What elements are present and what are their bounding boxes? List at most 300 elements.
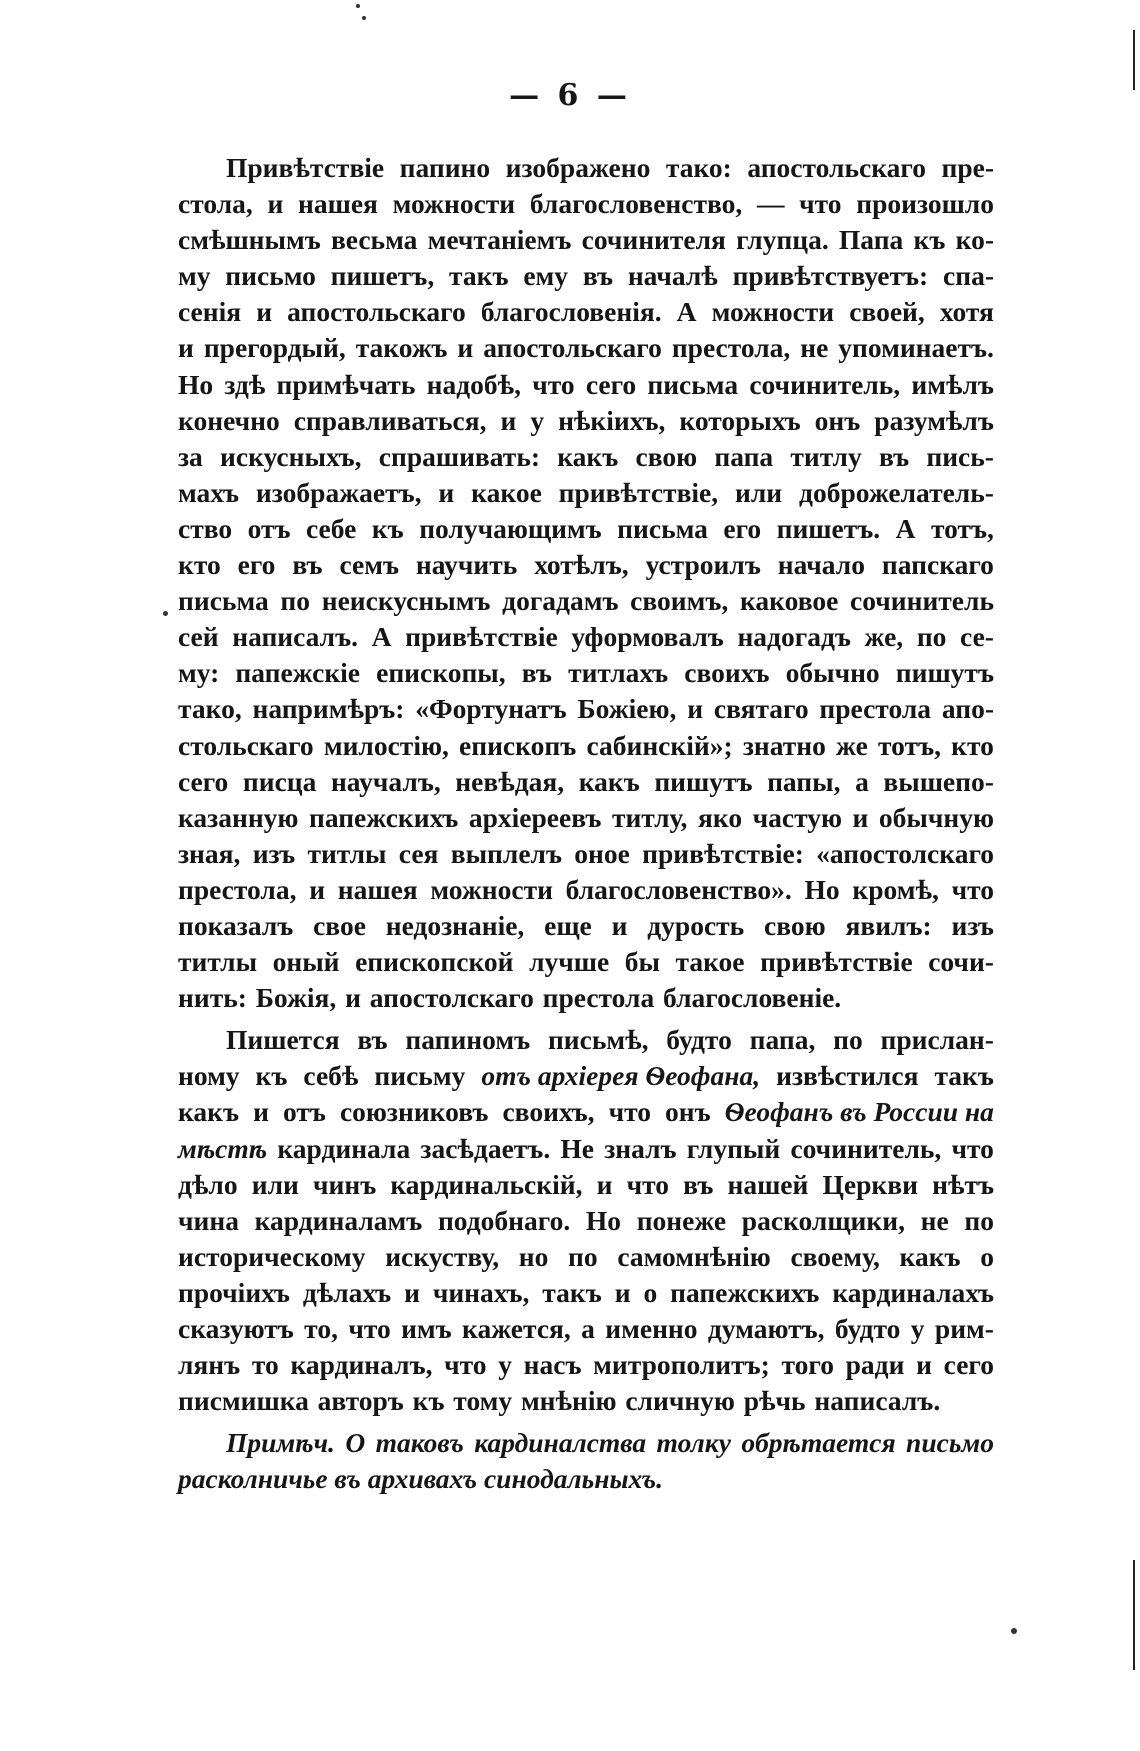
word: началѣ [627, 260, 718, 292]
word: кажется, [462, 1313, 571, 1344]
word: и [596, 1168, 613, 1200]
word: здѣ [224, 368, 266, 400]
word: сказуютъ [178, 1313, 294, 1344]
word: написалъ. [232, 621, 359, 653]
word: искуству, [385, 1240, 500, 1272]
word: письмо [906, 1427, 994, 1459]
word: расколничье въ архивахъ синодальныхъ. [178, 1463, 663, 1495]
word: папскаго [881, 549, 994, 581]
word: еще [544, 909, 592, 941]
text-line [178, 294, 994, 330]
word: нить: [178, 982, 247, 1014]
word: глупый [686, 1132, 781, 1164]
word: какое [471, 476, 542, 508]
text-line [178, 222, 994, 258]
word: у [910, 1313, 925, 1344]
word: частую [752, 801, 842, 833]
word: по [964, 1204, 994, 1236]
word: мнѣнію [520, 1385, 617, 1417]
word: начало [777, 549, 865, 581]
word: въ [292, 549, 323, 581]
word: писца [242, 765, 317, 797]
word: прочіихъ [178, 1276, 290, 1308]
word: рим- [934, 1313, 994, 1344]
word: къ [412, 1385, 445, 1417]
page-number: — 6 — [509, 78, 631, 113]
word: будто [834, 1313, 901, 1344]
word: того [781, 1349, 834, 1381]
word: и [345, 982, 361, 1014]
word: обрѣтается [741, 1427, 896, 1459]
word: епископъ [459, 729, 577, 761]
word: отъ архіерея Ѳеофана, [481, 1060, 761, 1092]
word: папиномъ [405, 1024, 531, 1056]
word: титлы [307, 837, 387, 869]
scan-speck [163, 611, 168, 616]
word: изъ [252, 837, 296, 869]
word: А [676, 296, 697, 328]
text-line [178, 367, 994, 403]
word: престола, [671, 332, 791, 364]
text-line [178, 691, 994, 727]
word: мѣстѣ [178, 1132, 268, 1164]
word: махъ [178, 476, 240, 508]
word: папа, [749, 1024, 816, 1056]
word: и [404, 1276, 420, 1308]
word: митрополитъ; [593, 1349, 770, 1381]
word: привѣтствіе [760, 946, 913, 978]
word: Церкви [822, 1168, 918, 1200]
word: засѣдаетъ. [420, 1132, 551, 1164]
word: произошло [856, 188, 994, 220]
word: Божія, [255, 982, 337, 1014]
word: и [500, 404, 517, 436]
word: титлу, [611, 801, 688, 833]
text-line [178, 619, 994, 655]
word: изъ [951, 909, 994, 941]
word: казанную [178, 801, 299, 833]
word: упоминаетъ. [838, 332, 994, 364]
word: толку [656, 1427, 731, 1459]
word: Но [804, 873, 840, 905]
word: прегордый, [203, 332, 346, 364]
text-line [178, 728, 994, 764]
word: семъ [339, 549, 399, 581]
word: хотѣлъ, [534, 549, 629, 581]
word: пишутъ [654, 765, 753, 797]
word: что [532, 368, 575, 400]
word: тако, [178, 693, 242, 725]
text-line [178, 1022, 994, 1058]
word: глупца. [736, 224, 829, 256]
text-line [178, 1131, 994, 1167]
word: надобѣ, [426, 368, 521, 400]
word: сего [585, 368, 637, 400]
word: знатно [742, 729, 826, 761]
word: престола, [178, 873, 297, 905]
text-line [178, 403, 994, 439]
word: извѣстился [776, 1060, 919, 1092]
word: такъ [934, 1060, 994, 1092]
word: выплелъ [450, 837, 562, 869]
word: кардиналъ, [290, 1349, 433, 1381]
word: Пишется [226, 1024, 340, 1056]
text-line [178, 511, 994, 547]
word: письма [647, 368, 739, 400]
word: своему, [790, 1240, 880, 1272]
text-line [178, 1425, 994, 1461]
word: то [251, 1349, 279, 1381]
word: сочинитель, [790, 1132, 942, 1164]
word: расколщики, [741, 1204, 905, 1236]
text-line [178, 439, 994, 475]
word: дѣлахъ [302, 1276, 392, 1308]
word: насъ [523, 1349, 582, 1381]
word: союзниковъ [339, 1096, 489, 1128]
text-line [178, 1275, 994, 1311]
word: устроилъ [645, 549, 761, 581]
word: апостолскаго [369, 982, 534, 1014]
word: искусныхъ, [220, 440, 362, 472]
word: показалъ [178, 909, 294, 941]
word: себѣ [303, 1060, 359, 1092]
word: же, [864, 621, 904, 653]
word: невѣдая, [455, 765, 565, 797]
word: пишетъ, [330, 260, 435, 292]
text-line [178, 944, 994, 980]
text-line [178, 150, 994, 186]
word: и [916, 1349, 932, 1381]
page-edge-line [1133, 30, 1135, 90]
text-line [178, 1094, 994, 1130]
text-line [178, 908, 994, 944]
word: нашей [727, 1168, 809, 1200]
text-line [178, 655, 994, 691]
word: благословенство, [529, 188, 743, 220]
word: написалъ. [814, 1385, 941, 1417]
word: письмо [225, 260, 316, 292]
text-line [178, 1461, 994, 1497]
word: по [833, 1024, 863, 1056]
word: въ [357, 1024, 388, 1056]
word: а [855, 765, 869, 797]
text-line [178, 1058, 994, 1094]
word: се- [960, 621, 994, 653]
word: и [852, 801, 869, 833]
word: стольскаго [178, 729, 314, 761]
word: привѣтствуетъ: [732, 260, 929, 292]
word: титлу [790, 440, 862, 472]
word: свою [635, 440, 698, 472]
word: прислан- [880, 1024, 994, 1056]
word: и [614, 1276, 631, 1308]
word: что [626, 1168, 670, 1200]
footnote-paragraph [178, 1425, 994, 1497]
word: кардиналамъ [254, 1204, 423, 1236]
word: бы [624, 946, 660, 978]
word: что [951, 1132, 994, 1164]
word: писмишка [178, 1385, 309, 1417]
word: тотъ, [878, 729, 941, 761]
word: обычную [878, 801, 994, 833]
word: привѣтствіе, [558, 476, 719, 508]
word: О [345, 1427, 366, 1459]
word: и [256, 296, 273, 328]
word: сея [398, 837, 439, 869]
word: такъ [542, 1276, 602, 1308]
word: своихъ [684, 657, 770, 689]
word: сличную [625, 1385, 735, 1417]
word: своей, [849, 296, 925, 328]
word: въ [683, 1168, 714, 1200]
text-line [178, 836, 994, 872]
text-line [178, 800, 994, 836]
text-line [178, 1239, 994, 1275]
word: письму [374, 1060, 466, 1092]
word: пишетъ. [776, 512, 881, 544]
word: сей [178, 621, 219, 653]
word: Ѳеофанъ въ России на [724, 1096, 994, 1128]
word: А [371, 621, 392, 653]
text-line [178, 330, 994, 366]
word: благословенство». [565, 873, 792, 905]
word: яко [697, 801, 743, 833]
word: кто [951, 729, 994, 761]
word: нашея [337, 873, 418, 905]
paragraph [178, 150, 994, 1016]
word: ко- [955, 224, 994, 256]
word: сего [178, 765, 229, 797]
word: и [438, 476, 455, 508]
word: же [836, 729, 868, 761]
word: епископы, [376, 657, 506, 689]
word: мечтаніемъ [427, 224, 572, 256]
word: А [895, 512, 916, 544]
word: имѣлъ [911, 368, 994, 400]
word: престола [542, 982, 655, 1014]
word: не [800, 332, 829, 364]
word: отъ [247, 512, 291, 544]
word: сочинитель [850, 585, 994, 617]
word: «Фортунатъ [415, 693, 567, 725]
word: что [799, 188, 842, 220]
word: можности [392, 188, 516, 220]
word: и [267, 188, 284, 220]
word: кто [178, 549, 221, 581]
word: чинъ [313, 1168, 377, 1200]
word: у [530, 404, 545, 436]
word: Привѣтствіе [226, 152, 385, 183]
word: — [756, 188, 785, 220]
word: а [581, 1313, 595, 1344]
word: таковъ [375, 1427, 464, 1459]
text-line [178, 583, 994, 619]
word: о [643, 1276, 658, 1308]
word: что [348, 1313, 391, 1344]
word: конечно [178, 404, 280, 436]
word: дурость [647, 909, 745, 941]
word: напримѣръ: [252, 693, 405, 725]
word: рѣчь [743, 1385, 806, 1417]
word: сего [943, 1349, 994, 1381]
word: изображено [505, 152, 651, 183]
word: письма [617, 512, 708, 544]
word: своимъ, [630, 585, 729, 617]
word: что [608, 1096, 651, 1128]
word: апостольскаго [287, 296, 466, 328]
word: его [237, 549, 276, 581]
word: чина [178, 1204, 239, 1236]
word: и [253, 1096, 269, 1128]
text-line [178, 258, 994, 294]
word: будто [666, 1024, 732, 1056]
word: письма [178, 585, 269, 617]
word: или [251, 1168, 299, 1200]
word: уформовалъ [571, 621, 724, 653]
word: кардинала [277, 1132, 411, 1164]
word: Но [585, 1204, 622, 1236]
word: милостію, [323, 729, 449, 761]
word: какъ [178, 1096, 240, 1128]
word: ему [523, 260, 568, 292]
word: кардинальскій, [390, 1168, 583, 1200]
word: благословеніе. [663, 982, 842, 1014]
word: му [178, 260, 211, 292]
word: кромѣ, [852, 873, 939, 905]
word: «апостолскаго [816, 837, 994, 869]
word: по [280, 585, 311, 617]
word: подобнаго. [437, 1204, 571, 1236]
word: самомнѣнію [617, 1240, 771, 1272]
word: въ [878, 440, 910, 472]
word: хотя [939, 296, 994, 328]
text-line [178, 1311, 994, 1347]
word: нашея [298, 188, 378, 220]
word: недознаніе, [385, 909, 525, 941]
word: дѣло [178, 1168, 238, 1200]
word: по [568, 1240, 598, 1272]
word: епископской [355, 946, 514, 978]
word: о [980, 1240, 994, 1272]
word: лянъ [178, 1349, 241, 1381]
scan-speck [362, 16, 366, 20]
word: тому [453, 1385, 513, 1417]
word: какъ [578, 765, 640, 797]
word: и [178, 332, 194, 364]
word: святаго [713, 693, 809, 725]
word: получающимъ [419, 512, 602, 544]
text-line [178, 1383, 994, 1419]
word: примѣчать [276, 368, 416, 400]
word: апостольскаго [747, 152, 926, 183]
word: папежскихъ [308, 801, 459, 833]
word: за [178, 440, 203, 472]
word: тотъ, [930, 512, 994, 544]
word: своихъ, [502, 1096, 595, 1128]
word: кардиналахъ [832, 1276, 994, 1308]
word: папы, [767, 765, 841, 797]
word: Но [178, 368, 214, 400]
word: сочинителя [581, 224, 726, 256]
word: неискуснымъ [321, 585, 491, 617]
word: что [444, 1349, 487, 1381]
word: ному [178, 1060, 240, 1092]
word: папино [399, 152, 491, 183]
text-line [178, 764, 994, 800]
word: папежскихъ [670, 1276, 820, 1308]
word: научалъ, [330, 765, 441, 797]
word: именно [605, 1313, 698, 1344]
word: оное [574, 837, 630, 869]
word: лучше [529, 946, 610, 978]
text-line [178, 547, 994, 583]
word: думаютъ, [707, 1313, 825, 1344]
text-line [178, 475, 994, 511]
scan-speck [356, 4, 360, 8]
word: пишутъ [895, 657, 994, 689]
word: привѣтствіе: [642, 837, 804, 869]
word: сочинитель, [749, 368, 901, 400]
word: ство [178, 512, 233, 544]
word: каковое [739, 585, 839, 617]
word: можности [711, 296, 835, 328]
text-line [178, 1203, 994, 1239]
word: и [309, 873, 326, 905]
word: онъ [814, 404, 861, 436]
word: и [611, 909, 628, 941]
word: чинахъ, [432, 1276, 530, 1308]
word: къ [255, 1060, 288, 1092]
word: ради [845, 1349, 905, 1381]
word: не [920, 1204, 949, 1236]
word: такъ [449, 260, 509, 292]
word: вышепо- [883, 765, 994, 797]
word: весьма [330, 224, 418, 256]
word: или [735, 476, 783, 508]
word: которыхъ [679, 404, 801, 436]
word: архіереевъ [468, 801, 602, 833]
word: престола [819, 693, 932, 725]
word: Примѣч. [226, 1427, 335, 1459]
word: обычно [785, 657, 880, 689]
word: справливаться, [293, 404, 487, 436]
word: догадамъ [502, 585, 619, 617]
text-line [178, 1167, 994, 1203]
word: кардиналства [474, 1427, 647, 1459]
word: себе [306, 512, 357, 544]
word: зналъ [604, 1132, 677, 1164]
word: свое [313, 909, 366, 941]
word: разумѣлъ [874, 404, 994, 436]
word: му: [178, 657, 220, 689]
word: привѣтствіе [405, 621, 558, 653]
word: Не [560, 1132, 595, 1164]
word: папа [714, 440, 774, 472]
word: но [518, 1240, 549, 1272]
word: имъ [401, 1313, 452, 1344]
word: такожъ [355, 332, 448, 364]
word: нѣтъ [932, 1168, 994, 1200]
word: онъ [665, 1096, 711, 1128]
word: смѣшнымъ [178, 224, 321, 256]
word: его [723, 512, 762, 544]
word: изображаетъ, [255, 476, 422, 508]
word: апостольскаго [483, 332, 662, 364]
word: нѣкіихъ, [558, 404, 666, 436]
scan-speck [1011, 1628, 1017, 1634]
page-edge-line [1133, 1560, 1135, 1670]
word: въ [582, 260, 614, 292]
